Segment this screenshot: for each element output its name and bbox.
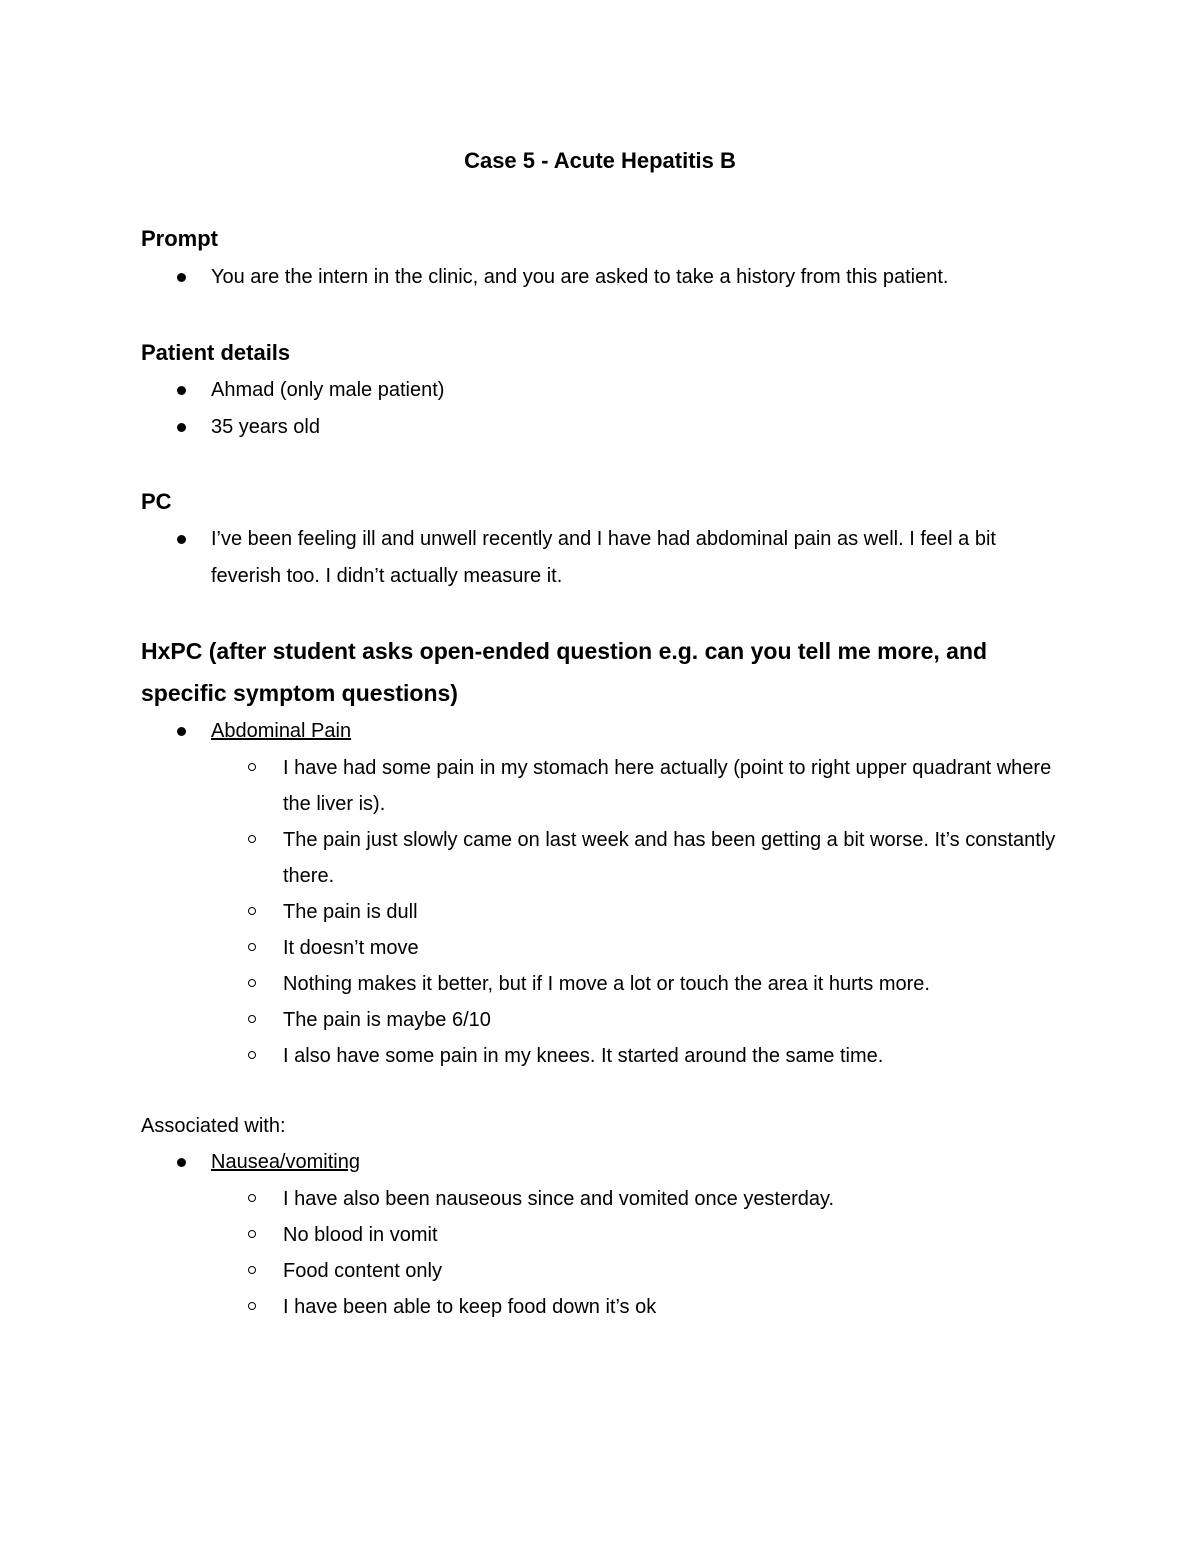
pc-list (0, 521, 1200, 595)
sub-item-text: The pain is maybe 6/10 (283, 1009, 491, 1031)
hxpc-list (0, 713, 1200, 1074)
prompt-heading: Prompt (141, 226, 218, 251)
abdominal-pain-label: Abdominal Pain (211, 720, 352, 742)
sub-list-item (0, 750, 1063, 822)
bullet-icon (177, 535, 186, 544)
hollow-bullet-icon (248, 1230, 256, 1238)
sub-list-item (0, 822, 1063, 894)
sub-item-text: Food content only (283, 1260, 442, 1282)
sub-item-text: The pain is dull (283, 901, 418, 923)
sub-item-text: I have also been nauseous since and vomited once yesterday. (283, 1188, 835, 1210)
sub-list-item (0, 894, 1063, 930)
bullet-icon (177, 273, 186, 282)
hollow-bullet-icon (248, 1015, 256, 1023)
list-item (0, 713, 1071, 1074)
associated-with-label: Associated with: (141, 1115, 286, 1137)
sub-item-text: It doesn’t move (283, 937, 419, 959)
associated-list (0, 1144, 1200, 1325)
sub-list-item (0, 1181, 1063, 1217)
patient-age: 35 years old (211, 416, 320, 438)
hollow-bullet-icon (248, 1302, 256, 1310)
bullet-icon (177, 1158, 186, 1167)
sub-list-item (0, 1253, 1063, 1289)
hollow-bullet-icon (248, 1266, 256, 1274)
pc-heading: PC (141, 489, 172, 514)
sub-list-item (0, 966, 1063, 1002)
prompt-item-text: You are the intern in the clinic, and you are asked to take a history from this patient. (211, 266, 949, 288)
document-title: Case 5 - Acute Hepatitis B (464, 148, 736, 173)
prompt-list (0, 259, 1200, 296)
sub-list-item (0, 930, 1063, 966)
sub-item-text: The pain just slowly came on last week and has been getting a bit worse. It’s constantly there. (283, 829, 1056, 887)
patient-details-list (0, 372, 1200, 446)
hollow-bullet-icon (248, 1194, 256, 1202)
sub-list-item (0, 1038, 1063, 1074)
sub-item-text: No blood in vomit (283, 1224, 438, 1246)
list-item (0, 521, 1071, 595)
hollow-bullet-icon (248, 1051, 256, 1059)
hxpc-heading: HxPC (after student asks open-ended question e.g. can you tell me more, and specific symptom questions) (141, 638, 988, 706)
sub-list-item (0, 1002, 1063, 1038)
list-item (0, 1144, 1071, 1325)
sub-list-item (0, 1289, 1063, 1325)
sub-list-item (0, 1217, 1063, 1253)
sub-item-text: Nothing makes it better, but if I move a lot or touch the area it hurts more. (283, 973, 930, 995)
pc-item-text: I’ve been feeling ill and unwell recently and I have had abdominal pain as well. I feel a bit feverish too. I didn’t actually measure it. (211, 528, 996, 587)
hollow-bullet-icon (248, 763, 256, 771)
hollow-bullet-icon (248, 835, 256, 843)
bullet-icon (177, 423, 186, 432)
list-item (0, 372, 1071, 409)
nausea-vomiting-label: Nausea/vomiting (211, 1151, 360, 1173)
hollow-bullet-icon (248, 979, 256, 987)
sub-item-text: I have been able to keep food down it’s ok (283, 1296, 657, 1318)
hollow-bullet-icon (248, 943, 256, 951)
bullet-icon (177, 386, 186, 395)
bullet-icon (177, 727, 186, 736)
sub-item-text: I also have some pain in my knees. It started around the same time. (283, 1045, 884, 1067)
hollow-bullet-icon (248, 907, 256, 915)
sub-item-text: I have had some pain in my stomach here actually (point to right upper quadrant where the liver is). (283, 757, 1052, 815)
list-item (0, 259, 1071, 296)
abdominal-pain-sublist (211, 750, 1071, 1074)
list-item (0, 409, 1071, 446)
patient-details-heading: Patient details (141, 340, 291, 365)
nausea-sublist (211, 1181, 1071, 1325)
patient-name: Ahmad (only male patient) (211, 379, 445, 401)
